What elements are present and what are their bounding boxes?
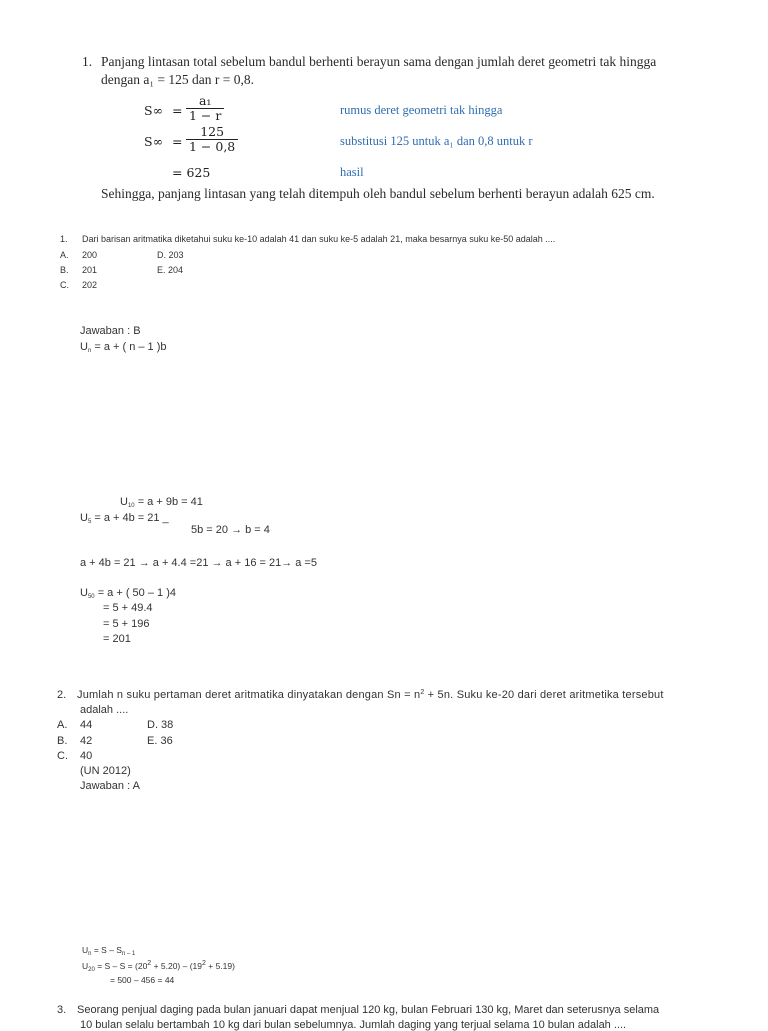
- q2-step3: = 500 – 456 = 44: [110, 975, 175, 985]
- eq3-note: hasil: [340, 165, 364, 179]
- q2-option-a-key: A.: [57, 719, 68, 731]
- q2-option-a: 44: [80, 719, 93, 731]
- q1-solve-a: a + 4b = 21 → a + 4.4 =21 → a + 16 = 21→ a =5: [80, 557, 317, 569]
- section1-line1: Panjang lintasan total sebelum bandul berhenti berayun sama dengan jumlah deret geometri tak hingga: [101, 54, 657, 69]
- section1-conclusion: Sehingga, panjang lintasan yang telah ditempuh oleh bandul sebelum berhenti berayun adalah 625 cm.: [101, 186, 655, 201]
- eq2-note: substitusi 125 untuk a₁ dan 0,8 untuk r: [340, 134, 533, 148]
- q3-number: 3.: [57, 1004, 67, 1016]
- eq1-numerator: a₁: [186, 94, 224, 109]
- q1-option-e: E. 204: [157, 265, 184, 275]
- eq1-fraction: [186, 94, 224, 123]
- q1-u50-line2: = 5 + 49.4: [103, 602, 153, 614]
- q1-option-a: 200: [82, 250, 98, 260]
- eq1-denominator: 1 − r: [189, 108, 222, 123]
- q1-u5-line: $U_5 = a + 4b = 21$ _: [80, 512, 169, 525]
- q2-source: (UN 2012): [80, 765, 131, 777]
- eq1-note: rumus deret geometri tak hingga: [340, 103, 503, 117]
- q1-answer: Jawaban : B: [80, 325, 141, 337]
- eq2-numerator: 125: [186, 125, 238, 140]
- eq2-lhs: S∞: [144, 134, 163, 149]
- q1-option-a-key: A.: [60, 250, 69, 260]
- eq1-equals: =: [172, 103, 183, 118]
- q1-option-b-key: B.: [60, 265, 69, 275]
- q2-step1: $U_n = S - S_{n - 1}$: [82, 945, 136, 957]
- eq3-result: = 625: [172, 165, 211, 180]
- q3-text-line2: 10 bulan selalu bertambah 10 kg dari bulan sebelumnya. Jumlah daging yang terjual selama 10 bulan adalah ....: [80, 1019, 627, 1031]
- q1-u50-line3: = 5 + 196: [103, 618, 150, 630]
- q2-text-line2: adalah ....: [80, 704, 129, 716]
- q2-option-c-key: C.: [57, 750, 68, 762]
- eq2-fraction: [186, 125, 238, 154]
- q1-diff-line: 5b = 20 → b = 4: [191, 524, 270, 536]
- q2-answer: Jawaban : A: [80, 780, 140, 792]
- q1-option-c-key: C.: [60, 280, 69, 290]
- q1-option-b: 201: [82, 265, 98, 275]
- q2-option-d: D. 38: [147, 719, 174, 731]
- q2-option-b-key: B.: [57, 735, 68, 747]
- q1-number: 1.: [60, 234, 68, 244]
- q2-option-c: 40: [80, 750, 93, 762]
- q1-text: Dari barisan aritmatika diketahui suku ke-10 adalah 41 dan suku ke-5 adalah 21, maka besarnya suku ke-50 adalah ....: [82, 234, 556, 244]
- q2-number: 2.: [57, 689, 67, 701]
- q1-u50-line1: $U_{50} = a$ + ( 50 – 1 )4: [80, 587, 176, 600]
- eq2-equals: =: [172, 134, 183, 149]
- q2-text: Jumlah n suku pertaman deret aritmatika dinyatakan dengan $Sn = n^2 + 5n$. Suku ke-20 dari deret aritmetika tersebut: [77, 689, 664, 701]
- eq1-lhs: S∞: [144, 103, 163, 118]
- eq2-denominator: 1 − 0,8: [189, 139, 236, 154]
- q1-formula: $U_n = a$ + ( n – 1 )b: [80, 341, 167, 354]
- q2-option-e: E. 36: [147, 735, 173, 747]
- q1-u10-line: $U_{10} = a + 9b = 41$: [120, 496, 203, 509]
- q1-option-d: D. 203: [157, 250, 184, 260]
- section1-line2: dengan a₁ = 125 dan r = 0,8.: [101, 72, 255, 87]
- q3-text: Seorang penjual daging pada bulan januari dapat menjual 120 kg, bulan Februari 130 kg, Maret dan seterusnya selama: [77, 1004, 660, 1016]
- q1-option-c: 202: [82, 280, 98, 290]
- section1-number: 1.: [82, 54, 93, 69]
- q2-step2: $U_{20} = S - S = (20^2 + 5.20) - (19^2 + 5.19)$: [82, 960, 235, 973]
- q1-u50-line4: = 201: [103, 633, 131, 645]
- q2-option-b: 42: [80, 735, 93, 747]
